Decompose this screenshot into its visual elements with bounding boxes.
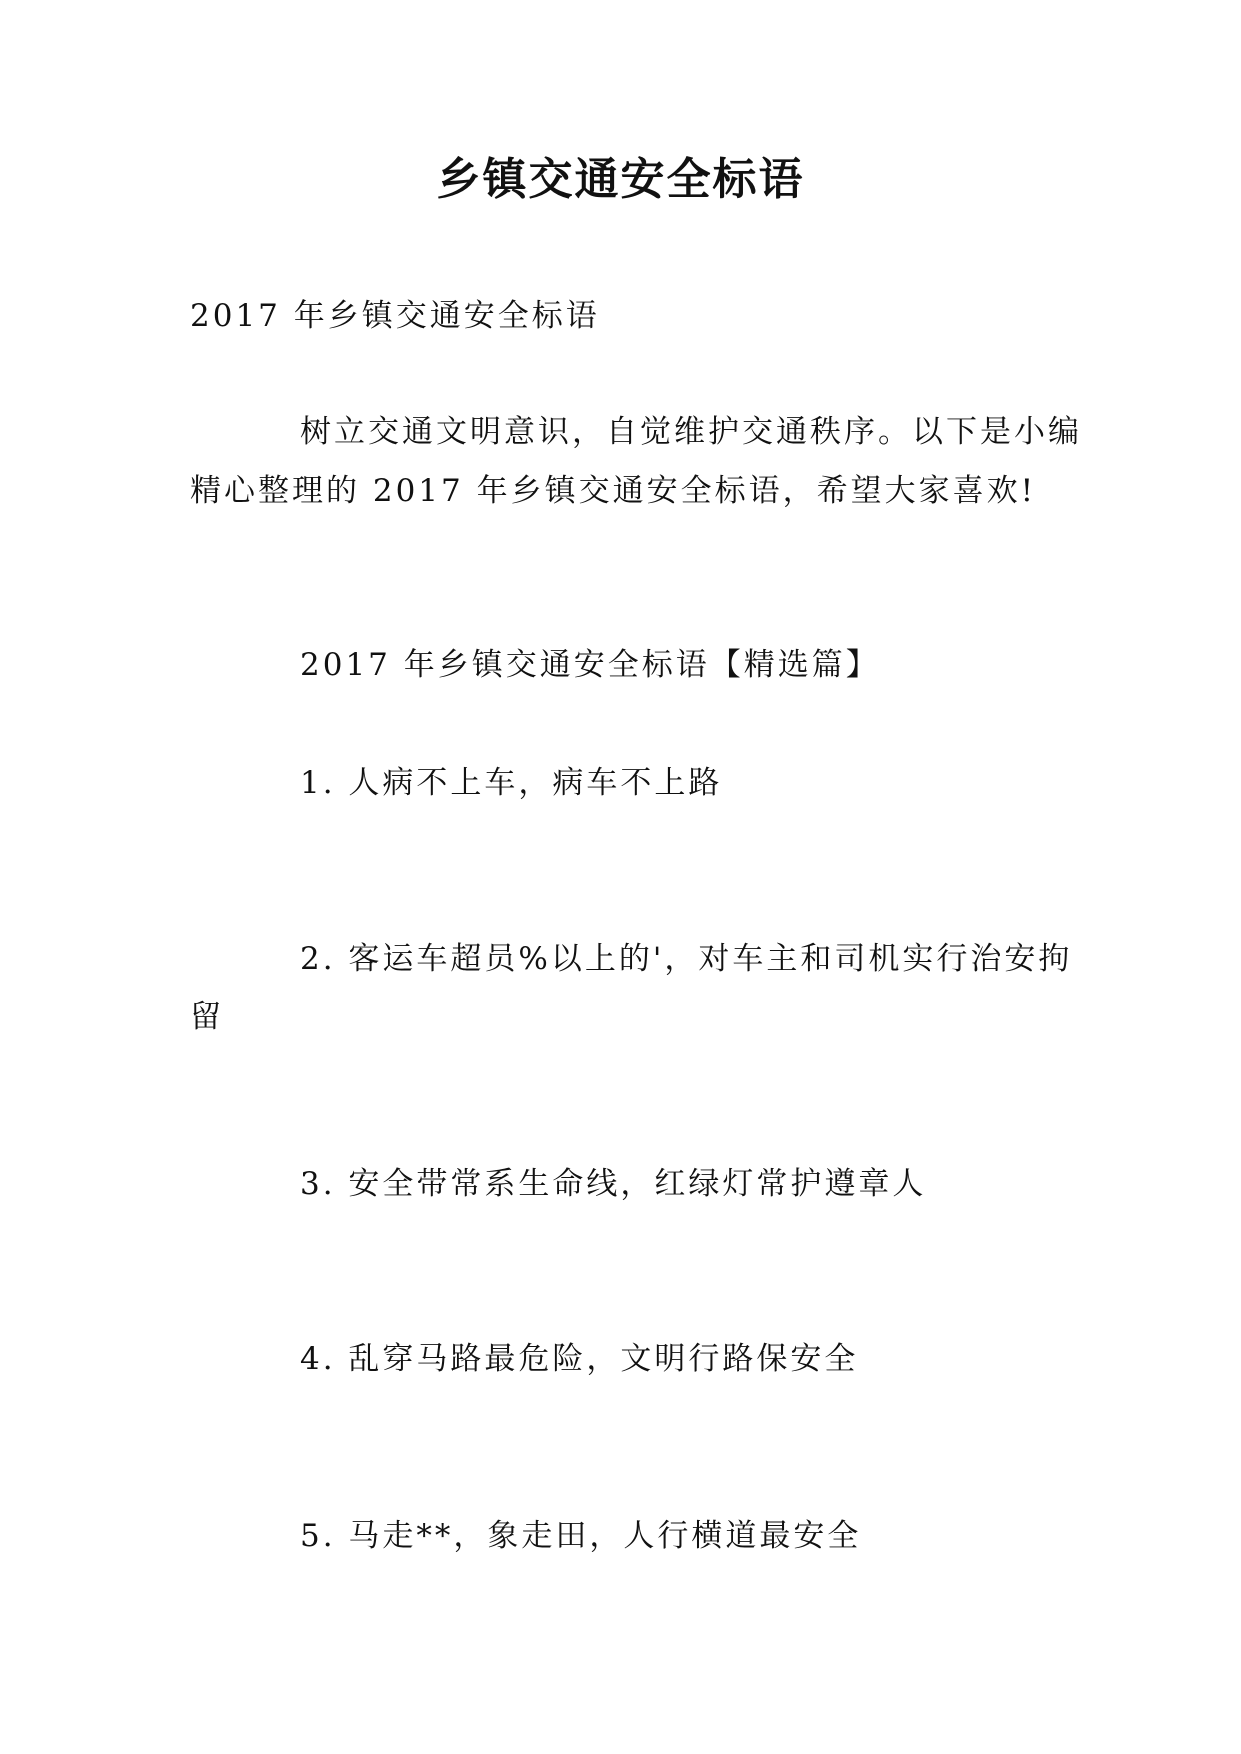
document-subtitle: 2017 年乡镇交通安全标语 xyxy=(190,298,600,334)
slogan-item: 1. 人病不上车，病车不上路 xyxy=(300,765,723,801)
page-title: 乡镇交通安全标语 xyxy=(436,154,805,205)
slogan-item: 4. 乱穿马路最危险，文明行路保安全 xyxy=(300,1341,859,1377)
intro-paragraph-line: 精心整理的 2017 年乡镇交通安全标语，希望大家喜欢! xyxy=(190,473,1037,509)
slogan-item: 3. 安全带常系生命线，红绿灯常护遵章人 xyxy=(300,1166,927,1202)
section-heading: 2017 年乡镇交通安全标语【精选篇】 xyxy=(300,647,880,683)
intro-paragraph-line: 树立交通文明意识，自觉维护交通秩序。以下是小编 xyxy=(300,414,1082,450)
slogan-item: 5. 马走**，象走田，人行横道最安全 xyxy=(300,1518,862,1554)
slogan-item: 2. 客运车超员%以上的'，对车主和司机实行治安拘 xyxy=(300,941,1073,977)
slogan-item-continuation: 留 xyxy=(190,999,224,1035)
